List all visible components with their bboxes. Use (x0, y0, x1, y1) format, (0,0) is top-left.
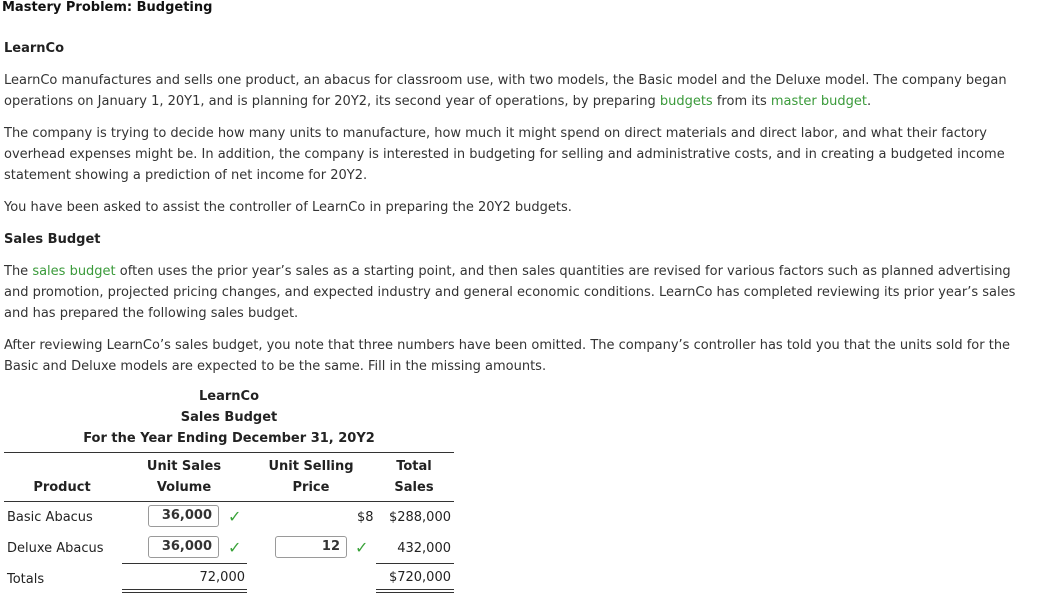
table-title-budget: Sales Budget (180, 410, 278, 425)
sales-budget-link[interactable]: sales budget (32, 264, 116, 279)
col-price-header-2: Price (292, 480, 330, 495)
assist-paragraph: You have been asked to assist the controller of LearnCo in preparing the 20Y2 budgets. (4, 200, 572, 215)
col-total-header-1: Total (396, 459, 432, 474)
table-title-company: LearnCo (198, 389, 259, 404)
units-double-rule-2 (122, 592, 247, 593)
units-double-rule-1 (122, 589, 247, 590)
intro-text-2: from its (712, 94, 771, 109)
sales-text-1: The (4, 264, 33, 279)
total-double-rule-1 (376, 589, 454, 590)
check-icon: ✓ (228, 538, 242, 557)
col-units-header-2: Volume (156, 480, 212, 495)
instructions-paragraph: After reviewing LearnCo’s sales budget, you note that three numbers have been omitted. The company’s controller has told you that the units sold for the Basic and Deluxe models are expected to be the same. Fill in the missing amounts. (4, 338, 1011, 374)
total-double-rule-2 (376, 592, 454, 593)
deluxe-price-input[interactable]: 12 (275, 536, 347, 558)
deluxe-units-input[interactable]: 36,000 (148, 536, 219, 558)
units-sum-rule (122, 563, 247, 564)
page-title: Mastery Problem: Budgeting (2, 0, 213, 15)
intro-text-3: . (866, 94, 872, 109)
deluxe-total: 432,000 (397, 541, 451, 556)
totals-label: Totals (7, 572, 45, 587)
intro-paragraph (4, 70, 1038, 112)
check-icon: ✓ (228, 507, 242, 526)
goals-paragraph: The company is trying to decide how many units to manufacture, how much it might spend on direct materials and direct labor, and what their factory overhead expenses might be. In addition, the company is interested in budgeting for selling and administrative costs, and in creating a budgeted income statement showing a prediction of net income for 20Y2. (4, 126, 1005, 183)
table-top-rule (4, 452, 454, 453)
col-product-header: Product (33, 480, 91, 495)
totals-sales: $720,000 (388, 570, 451, 585)
total-sum-rule (376, 563, 454, 564)
sales-text-2: often uses the prior year’s sales as a starting point, and then sales quantities are revised for various factors such as planned advertising and promotion, projected pricing changes, and expected industry and general economic conditions. LearnCo has completed reviewing its prior year’s sales and has prepared the following sales budget. (4, 264, 1016, 321)
intro-text-1: LearnCo manufactures and sells one product, an abacus for classroom use, with two models, the Basic model and the Deluxe model. The company began operations on January 1, 20Y1, and is planning for 20Y2, its second year of operations, by preparing (4, 73, 1007, 109)
col-price-header-1: Unit Selling (268, 459, 354, 474)
check-icon: ✓ (355, 538, 369, 557)
row-deluxe-product: Deluxe Abacus (7, 541, 104, 556)
sales-paragraph (4, 261, 1038, 324)
header-bottom-rule (4, 501, 454, 502)
basic-units-input[interactable]: 36,000 (148, 505, 219, 527)
sales-budget-heading: Sales Budget (4, 232, 101, 247)
basic-total: $288,000 (388, 510, 451, 525)
col-total-header-2: Sales (394, 480, 434, 495)
col-units-header-1: Unit Sales (146, 459, 222, 474)
table-title-period: For the Year Ending December 31, 20Y2 (83, 431, 375, 446)
totals-units: 72,000 (199, 570, 245, 585)
budgets-link[interactable]: budgets (659, 94, 713, 109)
basic-price: $8 (357, 510, 374, 525)
row-basic-product: Basic Abacus (7, 510, 93, 525)
company-heading: LearnCo (4, 41, 65, 56)
master-budget-link[interactable]: master budget (770, 94, 867, 109)
